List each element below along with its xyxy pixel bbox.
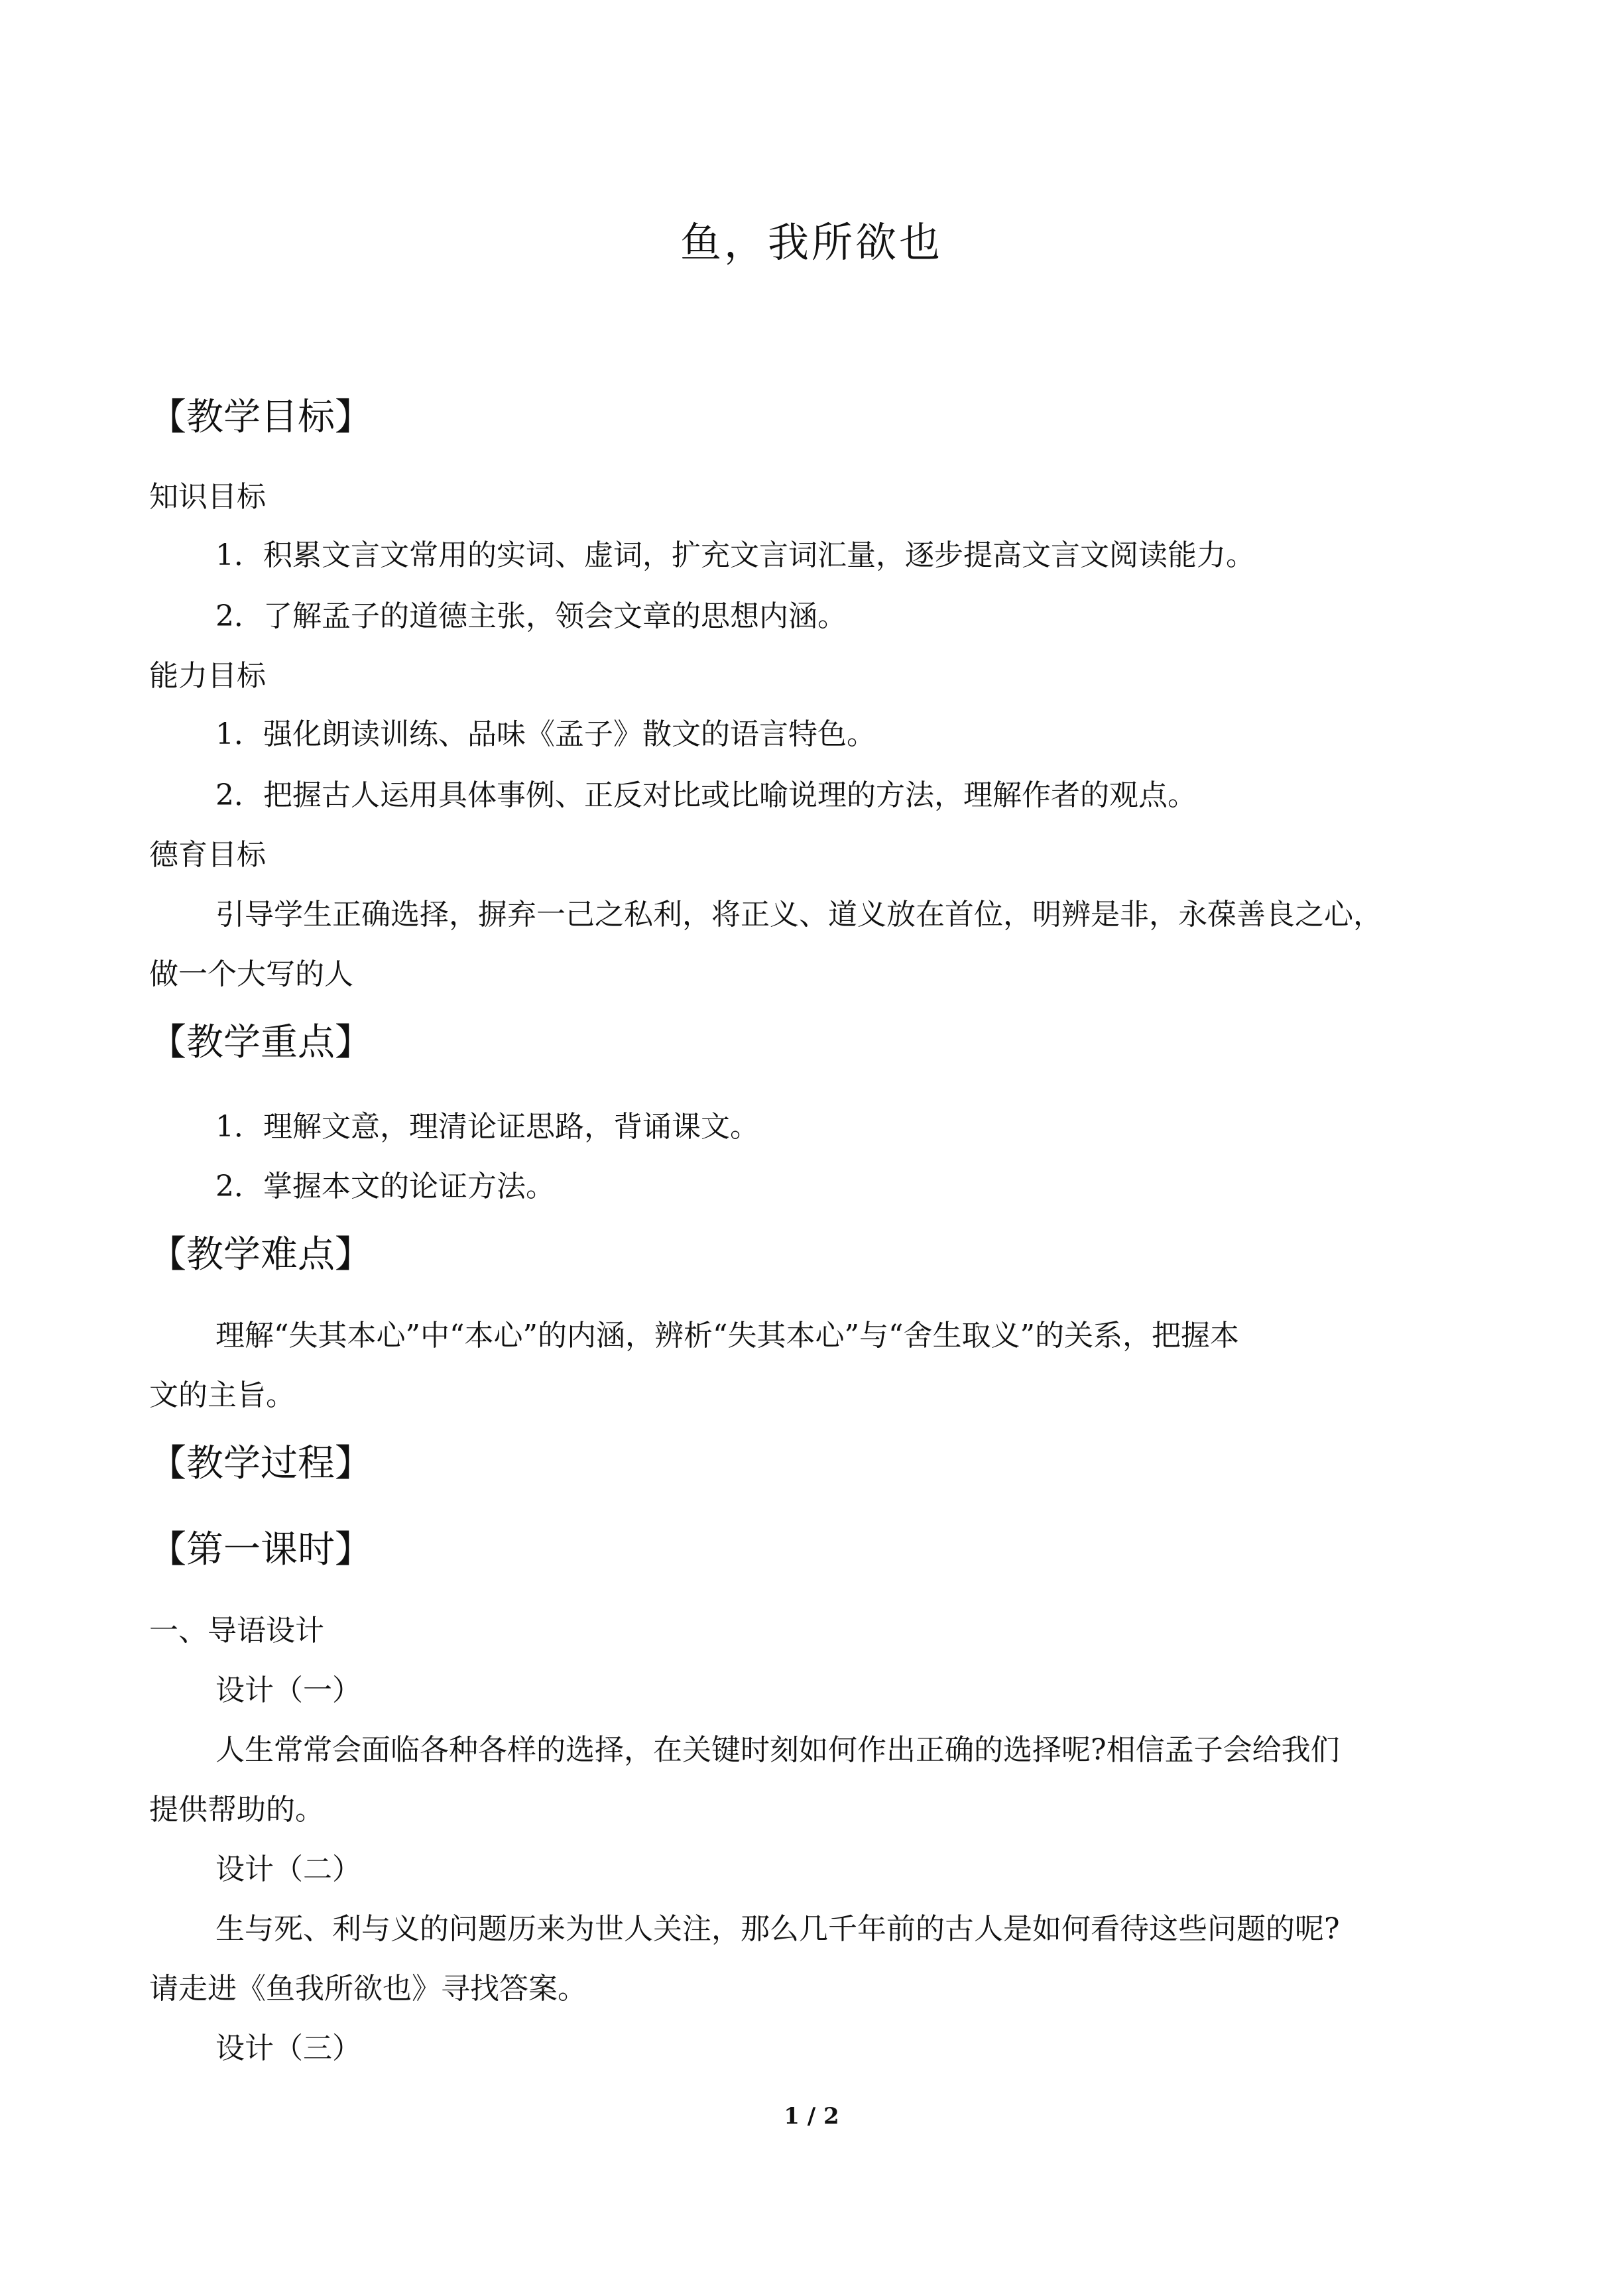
difficulties-heading: 【教学难点】 <box>149 1233 372 1276</box>
design-2-line-2: 请走进《鱼我所欲也》寻找答案。 <box>149 1972 587 2006</box>
design-2-line-1: 生与死、利与义的问题历来为世人关注，那么几千年前的古人是如何看待这些问题的呢? <box>215 1912 1340 1946</box>
design-1-line-1: 人生常常会面临各种各样的选择，在关键时刻如何作出正确的选择呢?相信孟子会给我们 <box>215 1733 1340 1767</box>
knowledge-goals-label: 知识目标 <box>149 480 266 514</box>
intro-design-label: 一、导语设计 <box>149 1614 324 1648</box>
lesson-one-heading: 【第一课时】 <box>149 1528 372 1571</box>
page-number: 1 / 2 <box>784 2103 839 2130</box>
key-point-1: 1．理解文意，理清论证思路，背诵课文。 <box>215 1110 759 1144</box>
knowledge-goal-2: 2．了解孟子的道德主张，领会文章的思想内涵。 <box>215 599 847 633</box>
design-2-label: 设计（二） <box>215 1852 361 1886</box>
moral-goal-line-2: 做一个大写的人 <box>149 957 353 991</box>
difficulties-line-1: 理解“失其本心”中“本心”的内涵，辨析“失其本心”与“舍生取义”的关系，把握本 <box>215 1319 1239 1353</box>
design-1-label: 设计（一） <box>215 1673 361 1707</box>
moral-goal-line-1: 引导学生正确选择，摒弃一己之私利，将正义、道义放在首位，明辨是非，永葆善良之心， <box>215 898 1382 932</box>
teaching-goals-heading: 【教学目标】 <box>149 396 372 439</box>
ability-goal-1: 1．强化朗读训练、品味《孟子》散文的语言特色。 <box>215 717 876 751</box>
knowledge-goal-1: 1．积累文言文常用的实词、虚词，扩充文言词汇量，逐步提高文言文阅读能力。 <box>215 538 1255 572</box>
ability-goal-2: 2．把握古人运用具体事例、正反对比或比喻说理的方法，理解作者的观点。 <box>215 778 1197 812</box>
key-points-heading: 【教学重点】 <box>149 1021 372 1064</box>
design-1-line-2: 提供帮助的。 <box>149 1793 324 1827</box>
ability-goals-label: 能力目标 <box>149 659 266 693</box>
moral-goals-label: 德育目标 <box>149 838 266 872</box>
teaching-process-heading: 【教学过程】 <box>149 1442 372 1485</box>
document-title: 鱼，我所欲也 <box>680 218 943 267</box>
design-3-label: 设计（三） <box>215 2031 361 2065</box>
key-point-2: 2．掌握本文的论证方法。 <box>215 1170 555 1203</box>
difficulties-line-2: 文的主旨。 <box>149 1378 295 1412</box>
